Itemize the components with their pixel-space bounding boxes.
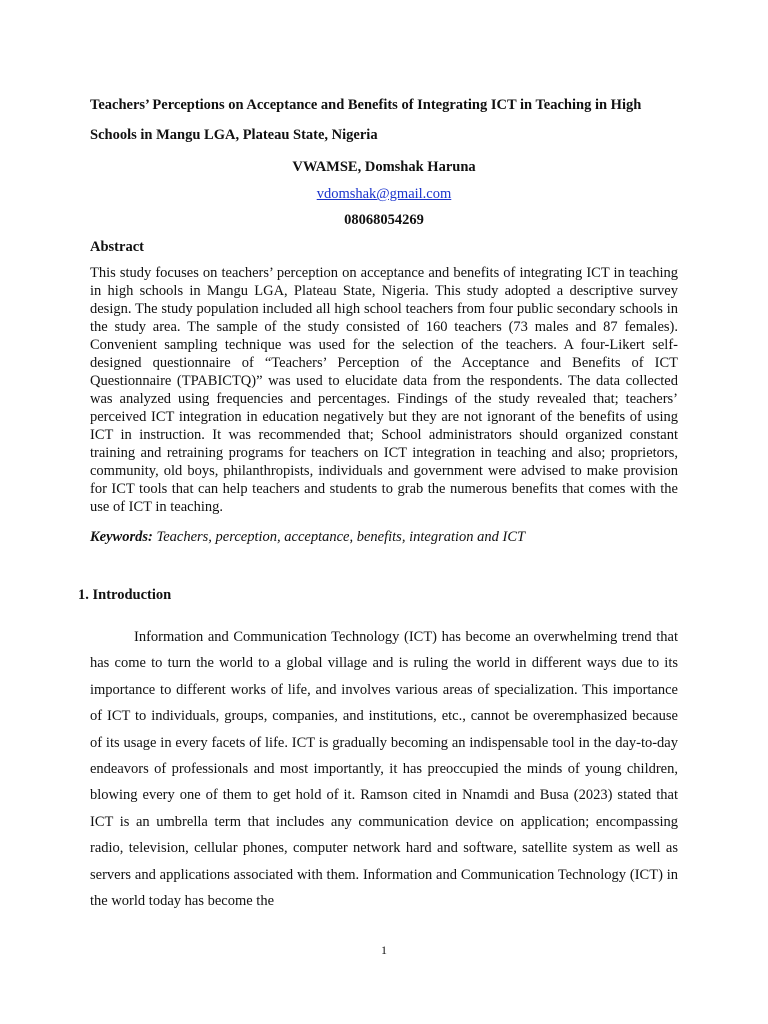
- author-email-link[interactable]: vdomshak@gmail.com: [316, 186, 452, 202]
- abstract-text: This study focuses on teachers’ perception on acceptance and benefits of integrating ICT in teaching in high schools in Mangu LGA, Plateau State, Nigeria. This study adopted a descriptive survey design. The study population included all high school teachers from four public secondary schools in the study area. The sample of the study consisted of 160 teachers (73 males and 87 females). Convenient sampling technique was used for the selection of the teachers. A four-Likert self-designed questionnaire of “Teachers’ Perception of the Acceptance and Benefits of ICT Questionnaire (TPABICTQ)” was used to elucidate data from the respondents. The data collected was analyzed using frequencies and percentages. Findings of the study revealed that; teachers’ perceived ICT integration in education negatively but they are not ignorant of the benefits of using ICT in instruction. It was recommended that; School administrators should organized constant training and retraining programs for teachers on ICT integration in teaching and also; proprietors, community, old boys, philanthropists, individuals and government were advised to make provision for ICT tools that can help teachers and students to grab the numerous benefits that comes with the use of ICT in teaching.: [90, 265, 678, 515]
- introduction-text: Information and Communication Technology (ICT) has become an overwhelming trend that has come to turn the world to a global village and is ruling the world in different ways due to its importance to different works of life, and involves various areas of specialization. This importance of ICT to individuals, groups, companies, and institutions, etc., cannot be overemphasized because of its usage in every facets of life. ICT is gradually becoming an indispensable tool in the day-to-day endeavors of professionals and most importantly, it has preoccupied the minds of young children, blowing every one of them to get hold of it. Ramson cited in Nnamdi and Busa (2023) stated that ICT is an umbrella term that includes any communication device on application; encompassing radio, television, cellular phones, computer network hard and software, satellite system as well as servers and applications associated with them. Information and Communication Technology (ICT) in the world today has become the: [90, 629, 678, 910]
- keywords-line: [90, 529, 690, 546]
- abstract-heading: Abstract: [90, 239, 144, 255]
- author-name: VWAMSE, Domshak Haruna: [292, 159, 476, 175]
- keywords-text: Teachers, perception, acceptance, benefits, integration and ICT: [152, 529, 526, 545]
- section-heading-introduction: 1. Introduction: [78, 587, 172, 603]
- paper-title: Teachers’ Perceptions on Acceptance and Benefits of Integrating ICT in Teaching in High Schools in Mangu LGA, Plateau State, Nigeria: [90, 97, 642, 143]
- keywords-label: Keywords:: [90, 529, 153, 545]
- page-number: 1: [381, 943, 387, 957]
- author-phone: 08068054269: [344, 212, 424, 228]
